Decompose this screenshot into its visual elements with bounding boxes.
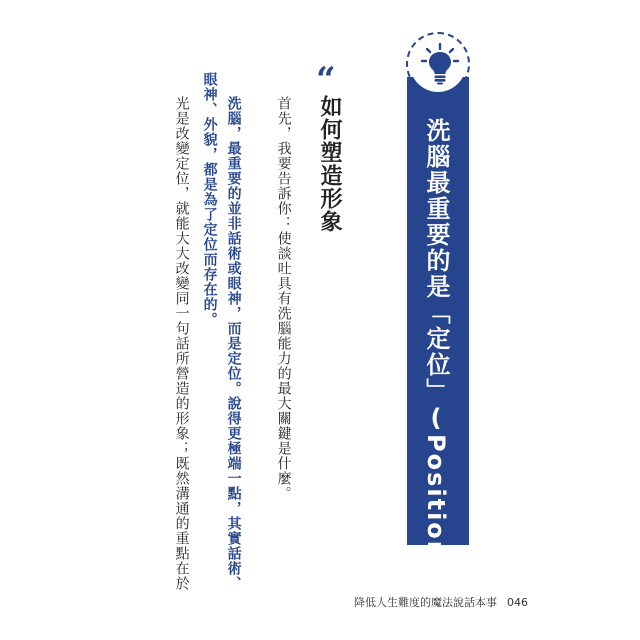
page-number: 046 (507, 596, 528, 609)
lightbulb-badge (404, 30, 472, 98)
page-footer (354, 594, 528, 610)
emphasis-line-2: 眼神、外貌，都是為了定位而存在的。 (201, 72, 218, 327)
banner-title-cjk-1: 洗腦最重要的是「定位」( (422, 118, 450, 434)
paragraph-intro: 首先，我要告訴你：使談吐具有洗腦能力的最大關鍵是什麼。 (275, 96, 292, 501)
banner-title-latin: Positioning (422, 434, 450, 609)
banner-title-cjk-2: ) (422, 608, 450, 639)
section-heading: 如何塑造形象 (317, 95, 343, 233)
footer-book-title: 降低人生難度的魔法說話本事 (354, 596, 497, 609)
paragraph-body-1: 光是改變定位，就能大大改變同一句話所營造的形象；既然溝通的重點在於 (173, 96, 190, 591)
lightbulb-icon (418, 42, 462, 86)
banner-title (419, 118, 454, 638)
quote-mark-icon: “ (316, 60, 336, 100)
emphasis-line-1: 洗腦，最重要的並非話術或眼神，而是定位。說得更極端一點，其實話術、 (225, 96, 242, 591)
